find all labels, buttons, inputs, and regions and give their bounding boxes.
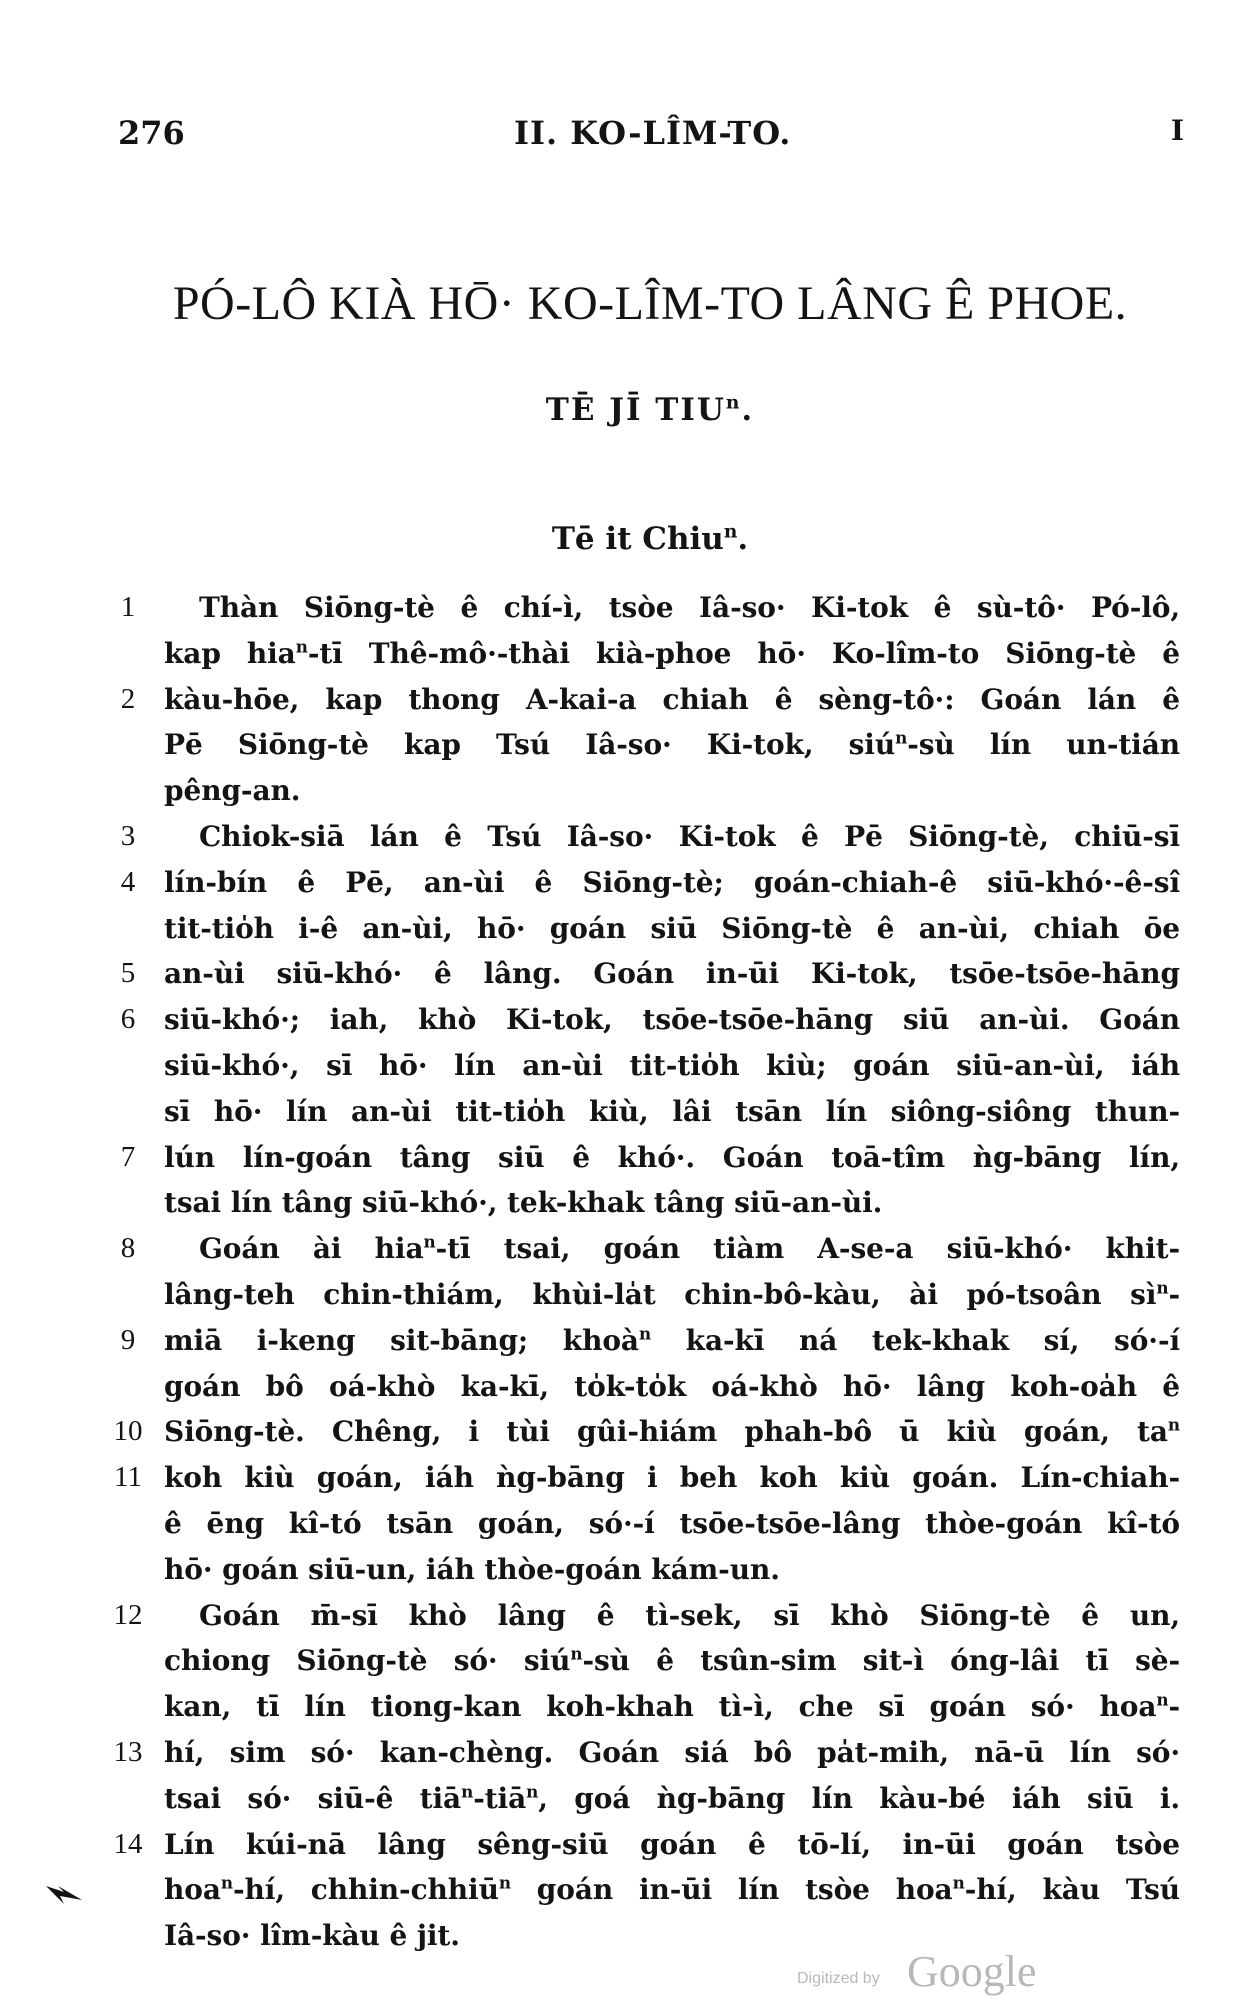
watermark-prefix: Digitized by <box>797 1970 880 1987</box>
verse-number: 3 <box>120 819 136 852</box>
line-text: Chiok-siā lán ê Tsú Iâ-so· Ki-tok ê Pē Siōng-tè, chiū-sī <box>199 819 1180 853</box>
verse-number: 2 <box>120 682 136 715</box>
text-line <box>0 722 1249 768</box>
page-number: 276 <box>118 114 185 152</box>
chapter-heading: PÓ-LÔ KIÀ HŌ· KO-LÎM-TO LÂNG Ê PHOE. <box>172 277 1128 330</box>
line-text: chiong Siōng-tè só· siú$^n$-sù ê tsûn-sim sit-ì óng-lâi tī sè- <box>164 1644 1180 1678</box>
verse-number: 10 <box>113 1415 143 1448</box>
text-line <box>0 1913 1249 1959</box>
text-line <box>0 1730 1249 1776</box>
section-heading: TĒ JĪ TIU$^n$. <box>545 392 755 428</box>
text-line <box>0 1867 1249 1913</box>
line-text: ê ēng kî-tó tsān goán, só·-í tsōe-tsōe-lâng thòe-goán kî-tó <box>164 1506 1180 1540</box>
line-text: siū-khó·, sī hō· lín an-ùi tit-tio̍h kiù; goán siū-an-ùi, iáh <box>164 1048 1180 1082</box>
line-text: Lín kúi-nā lâng sêng-siū goán ê tō-lí, in-ūi goán tsòe <box>164 1827 1180 1861</box>
line-text: siū-khó·; iah, khò Ki-tok, tsōe-tsōe-hāng siū an-ùi. Goán <box>164 1003 1180 1037</box>
text-line <box>0 1547 1249 1593</box>
text-line <box>0 631 1249 677</box>
text-line <box>0 906 1249 952</box>
line-text: sī hō· lín an-ùi tit-tio̍h kiù, lâi tsān lín siông-siông thun- <box>164 1094 1180 1128</box>
verse-number: 1 <box>120 591 136 623</box>
verse-number: 12 <box>113 1598 143 1631</box>
text-line <box>0 585 1249 631</box>
text-line <box>0 1318 1249 1364</box>
text-line <box>0 997 1249 1043</box>
line-text: lín-bín ê Pē, an-ùi ê Siōng-tè; goán-chiah-ê siū-khó·-ê-sî <box>164 865 1180 899</box>
line-text: Siōng-tè. Chêng, i tùi gûi-hiám phah-bô ū kiù goán, $ta^n$ <box>164 1415 1180 1449</box>
text-line <box>0 1043 1249 1089</box>
google-logo: Google <box>907 1947 1037 1996</box>
line-text: hō· goán siū-un, iáh thòe-goán kám-un. <box>164 1552 780 1586</box>
digitized-by-watermark <box>797 1946 1057 2002</box>
line-text: kap hia$^n$-tī Thê-mô·-thài kià-phoe hō· Ko-lîm-to Siōng-tè ê <box>164 636 1180 670</box>
text-line <box>0 1822 1249 1868</box>
verse-number: 4 <box>120 865 136 898</box>
signature-mark: I <box>1170 114 1184 147</box>
line-text: koh kiù goán, iáh ǹg-bāng i beh koh kiù goán. Lín-chiah- <box>164 1461 1180 1495</box>
text-line <box>0 1638 1249 1684</box>
line-text: goán bô oá-khò ka-kī, to̍k-to̍k oá-khò hō· lâng koh-oa̍h ê <box>164 1369 1180 1403</box>
text-line <box>0 1364 1249 1410</box>
line-text: Goán ài hia$^n$-tī tsai, goán tiàm A-se-a siū-khó· khit- <box>199 1231 1180 1266</box>
verse-number: 5 <box>120 957 136 990</box>
text-line <box>0 1593 1249 1639</box>
text-line <box>0 1501 1249 1547</box>
verse-text-block <box>0 585 1249 1959</box>
text-line <box>0 1455 1249 1501</box>
text-line <box>0 1180 1249 1226</box>
line-text: hí, sim só· kan-chèng. Goán siá bô pa̍t-mih, nā-ū lín só· <box>164 1735 1180 1769</box>
running-title: II. KO-LÎM-TO. <box>514 114 792 152</box>
line-text: tit-tio̍h i-ê an-ùi, hō· goán siū Siōng-tè ê an-ùi, chiah ōe <box>164 911 1180 945</box>
verse-number: 14 <box>113 1827 143 1860</box>
running-head <box>118 114 1184 154</box>
text-line <box>0 677 1249 723</box>
line-text: kàu-hōe, kap thong A-kai-a chiah ê sèng-tô·: Goán lán ê <box>164 682 1180 716</box>
text-line <box>0 1776 1249 1822</box>
text-line <box>0 1684 1249 1730</box>
text-line <box>0 1089 1249 1135</box>
line-text: Thàn Siōng-tè ê chí-ì, tsòe Iâ-so· Ki-tok ê sù-tô· Pó-lô, <box>199 591 1180 624</box>
text-line <box>0 1135 1249 1181</box>
text-line <box>0 814 1249 860</box>
verse-number: 8 <box>120 1232 136 1265</box>
text-line <box>0 768 1249 814</box>
margin-pointer-mark <box>44 1880 84 1906</box>
line-text: an-ùi siū-khó· ê lâng. Goán in-ūi Ki-tok, tsōe-tsōe-hāng <box>164 957 1180 991</box>
line-text: Goán m̄-sī khò lâng ê tì-sek, sī khò Siōng-tè ê un, <box>199 1598 1180 1632</box>
line-text: miā i-keng sit-bāng; khoà$^n$ ka-kī ná tek-khak sí, só·-í <box>164 1323 1180 1357</box>
verse-number: 9 <box>120 1323 136 1356</box>
verse-number: 13 <box>113 1735 143 1768</box>
line-text: lâng-teh chin-thiám, khùi-la̍t chin-bô-kàu, ài pó-tsoân $sì^n-$ <box>164 1277 1180 1311</box>
verse-number: 7 <box>120 1140 136 1173</box>
line-text: kan, tī lín tiong-kan koh-khah tì-ì, che sī goán só· hoa$^n$- <box>164 1689 1180 1724</box>
text-line <box>0 1272 1249 1318</box>
text-line <box>0 860 1249 906</box>
line-text: Pē Siōng-tè kap Tsú Iâ-so· Ki-tok, siú$^n$-sù lín un-tián <box>164 728 1181 762</box>
chapter-subheading: Tē it Chiu$^n$. <box>551 521 749 557</box>
line-text: Iâ-so· lîm-kàu ê jit. <box>164 1919 460 1953</box>
line-text: tsai só· siū-ê tiā$^n$-tiā$^n$, goá ǹg-bāng lín kàu-bé iáh siū i. <box>164 1781 1181 1815</box>
line-text: tsai lín tâng siū-khó·, tek-khak tâng siū-an-ùi. <box>164 1186 883 1220</box>
line-text: lún lín-goán tâng siū ê khó·. Goán toā-tîm ǹg-bāng lín, <box>164 1140 1180 1174</box>
line-text: pêng-an. <box>164 774 301 808</box>
verse-number: 6 <box>120 1003 136 1036</box>
line-text: hoa$^n$-hí, chhin-chhiū$^n$ goán in-ūi lín tsòe hoa$^n$-hí, kàu Tsú <box>164 1872 1181 1907</box>
text-line <box>0 1409 1249 1455</box>
text-line <box>0 951 1249 997</box>
text-line <box>0 1226 1249 1272</box>
verse-number: 11 <box>114 1461 142 1494</box>
